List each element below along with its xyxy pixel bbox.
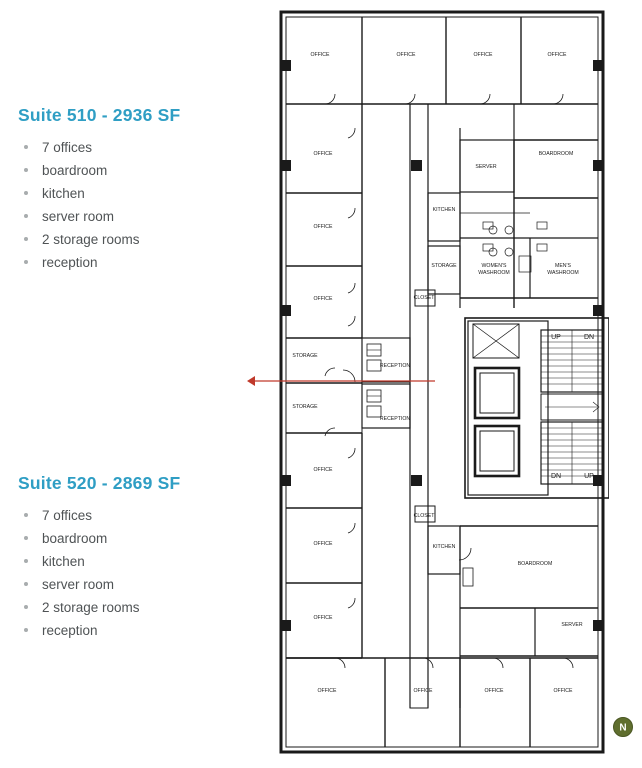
feature-label: boardroom (42, 163, 108, 178)
list-item (18, 619, 248, 642)
bullet-icon (24, 191, 28, 195)
list-item (18, 205, 248, 228)
bullet-icon (24, 237, 28, 241)
feature-label: 7 offices (42, 140, 93, 155)
room-label: OFFICE (413, 688, 433, 694)
room-label: OFFICE (484, 688, 504, 694)
suite-510-block (18, 105, 248, 274)
list-item (18, 527, 248, 550)
bullet-icon (24, 605, 28, 609)
bullet-icon (24, 214, 28, 218)
suite-520-title: Suite 520 - 2869 SF (18, 473, 181, 493)
bullet-icon (24, 145, 28, 149)
feature-label: reception (42, 623, 98, 638)
room-label: OFFICE (313, 615, 333, 621)
bullet-icon (24, 513, 28, 517)
list-item (18, 159, 248, 182)
list-item (18, 228, 248, 251)
room-label: STORAGE (431, 263, 457, 269)
room-label: OFFICE (310, 52, 330, 58)
room-label: CLOSET (413, 513, 435, 519)
feature-label: 2 storage rooms (42, 600, 140, 615)
north-label: N (619, 722, 627, 734)
room-label: RECEPTION (379, 363, 411, 369)
room-label: OFFICE (547, 52, 567, 58)
room-label: WOMEN'S (481, 263, 507, 269)
list-item (18, 504, 248, 527)
suite-510-title: Suite 510 - 2936 SF (18, 105, 181, 125)
bullet-icon (24, 628, 28, 632)
feature-label: kitchen (42, 186, 85, 201)
feature-label: 7 offices (42, 508, 93, 523)
room-label: OFFICE (317, 688, 337, 694)
room-label: KITCHEN (432, 207, 456, 213)
room-label: RECEPTION (379, 416, 411, 422)
room-label: OFFICE (313, 467, 333, 473)
list-item (18, 596, 248, 619)
room-label: DN (550, 473, 562, 480)
room-label: OFFICE (396, 52, 416, 58)
bullet-icon (24, 260, 28, 264)
room-label: STORAGE (292, 353, 318, 359)
list-item (18, 573, 248, 596)
list-item (18, 182, 248, 205)
room-label: STORAGE (292, 404, 318, 410)
feature-label: server room (42, 577, 115, 592)
bullet-icon (24, 536, 28, 540)
room-label: WASHROOM (478, 270, 510, 276)
room-label: BOARDROOM (538, 151, 574, 157)
room-label: DN (583, 334, 595, 341)
floor-plan-drawing (275, 8, 609, 756)
bullet-icon (24, 168, 28, 172)
list-item (18, 550, 248, 573)
room-label: SERVER (561, 622, 583, 628)
room-label: OFFICE (473, 52, 493, 58)
room-label: OFFICE (313, 296, 333, 302)
room-label: OFFICE (313, 151, 333, 157)
room-label: UP (584, 473, 594, 480)
bullet-icon (24, 582, 28, 586)
room-label: OFFICE (313, 224, 333, 230)
suite-520-block (18, 473, 248, 642)
suite-info-panel (0, 0, 265, 768)
feature-label: kitchen (42, 554, 85, 569)
feature-label: 2 storage rooms (42, 232, 140, 247)
feature-label: reception (42, 255, 98, 270)
suite-520-feature-list (18, 504, 248, 642)
room-label: OFFICE (313, 541, 333, 547)
suite-510-feature-list (18, 136, 248, 274)
bullet-icon (24, 559, 28, 563)
feature-label: server room (42, 209, 115, 224)
room-label: BOARDROOM (517, 561, 553, 567)
room-label: CLOSET (413, 295, 435, 301)
feature-label: boardroom (42, 531, 108, 546)
list-item (18, 136, 248, 159)
room-label: WASHROOM (547, 270, 579, 276)
list-item (18, 251, 248, 274)
north-arrow-icon (612, 716, 634, 738)
room-label: MEN'S (555, 263, 571, 269)
room-label: KITCHEN (432, 544, 456, 550)
room-label: OFFICE (553, 688, 573, 694)
room-label: UP (551, 334, 561, 341)
room-label: SERVER (475, 164, 497, 170)
